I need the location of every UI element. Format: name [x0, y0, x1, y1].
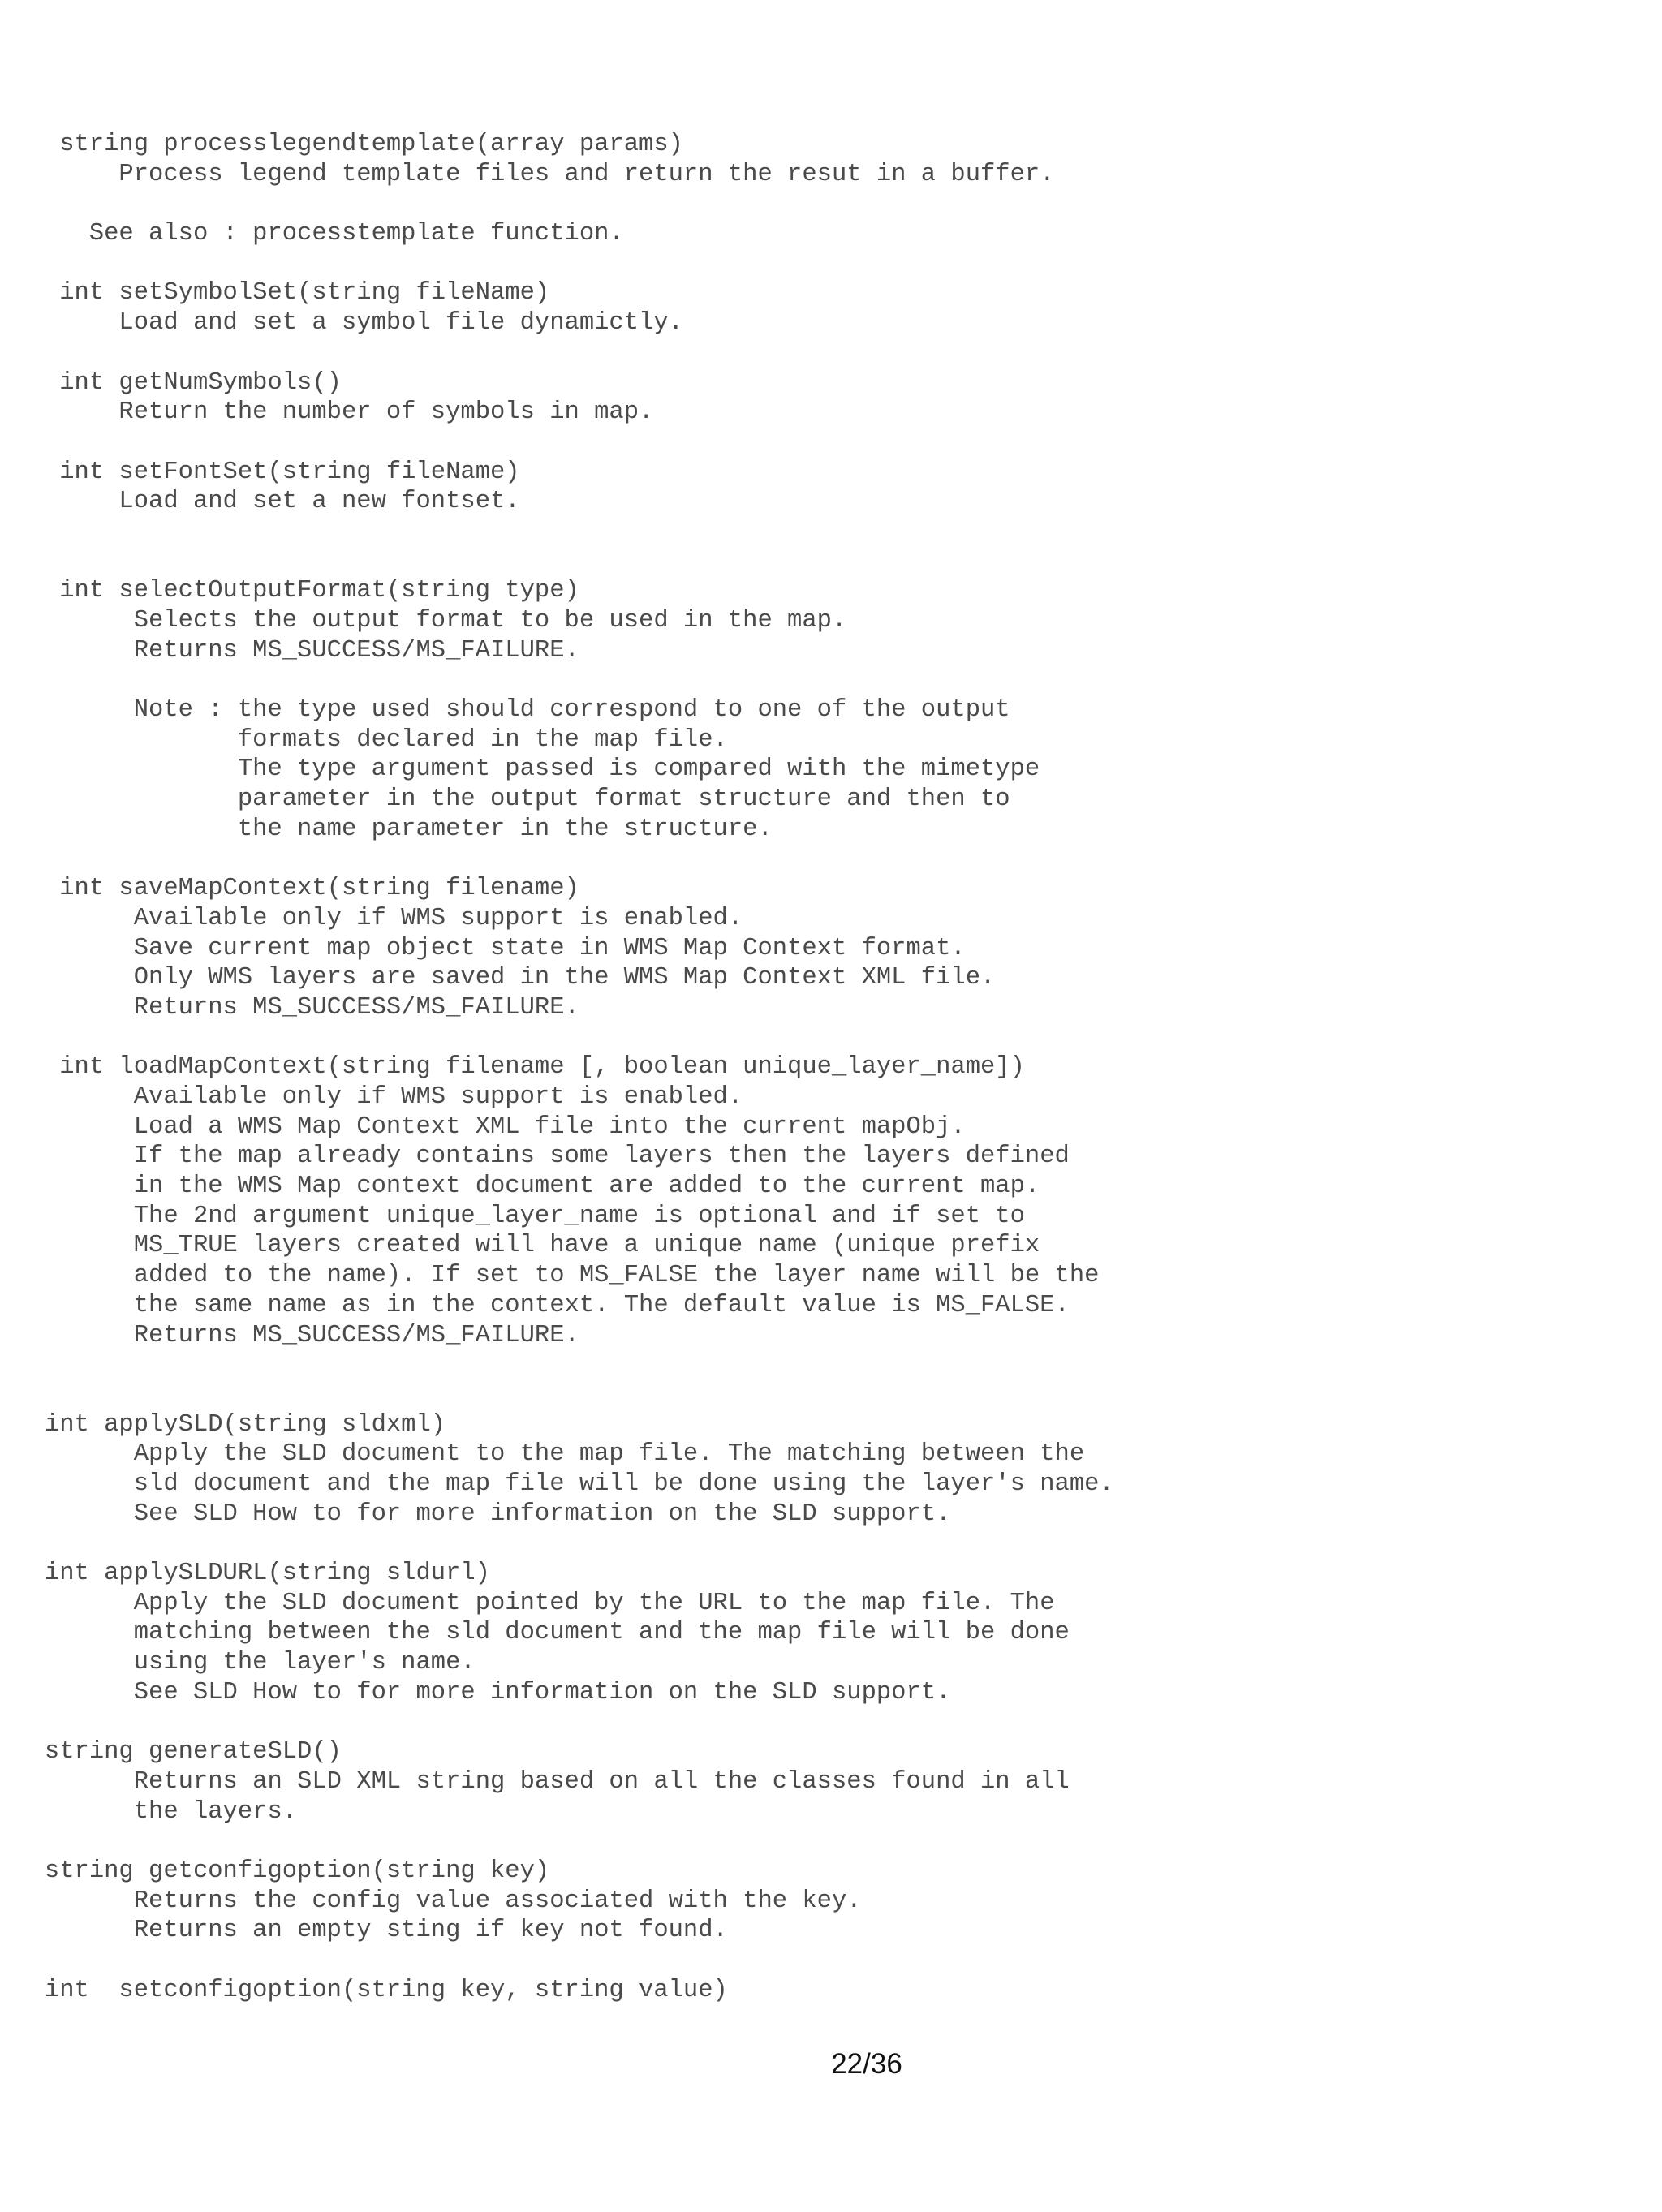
- text-line: Apply the SLD document to the map file. The matching between the: [0, 1440, 1085, 1469]
- text-line: the layers.: [0, 1797, 298, 1826]
- text-line: formats declared in the map file.: [0, 725, 728, 754]
- text-line: string getconfigoption(string key): [0, 1857, 550, 1885]
- text-line: Apply the SLD document pointed by the URL to the map file. The: [0, 1589, 1055, 1617]
- text-line: [0, 338, 1662, 368]
- text-line: Load a WMS Map Context XML file into the current mapObj.: [0, 1112, 966, 1141]
- text-line: Available only if WMS support is enabled.: [0, 1083, 743, 1111]
- text-line: int setFontSet(string fileName): [0, 458, 520, 486]
- text-line: int applySLD(string sldxml): [0, 1410, 446, 1439]
- text-line: Process legend template files and return the resut in a buffer.: [0, 160, 1055, 188]
- text-line: int applySLDURL(string sldurl): [0, 1560, 490, 1587]
- text-line: using the layer's name.: [0, 1649, 476, 1677]
- text-line: See SLD How to for more information on the SLD support.: [0, 1678, 951, 1706]
- text-line: int setSymbolSet(string fileName): [0, 279, 550, 308]
- text-line: Returns an empty sting if key not found.: [0, 1917, 728, 1945]
- text-line: Load and set a new fontset.: [0, 488, 520, 516]
- text-line: Load and set a symbol file dynamictly.: [0, 309, 683, 338]
- text-line: [0, 845, 1662, 875]
- text-line: The 2nd argument unique_layer_name is optional and if set to: [0, 1202, 1025, 1230]
- text-line: If the map already contains some layers then the layers defined: [0, 1143, 1070, 1171]
- text-line: Note : the type used should correspond to one of the output: [0, 696, 1010, 725]
- text-line: int selectOutputFormat(string type): [0, 577, 579, 605]
- text-line: [0, 1946, 1662, 1976]
- text-line: Returns MS_SUCCESS/MS_FAILURE.: [0, 993, 579, 1022]
- text-line: The type argument passed is compared with the mimetype: [0, 755, 1040, 784]
- text-line: matching between the sld document and the map file will be done: [0, 1619, 1070, 1647]
- text-line: [0, 1380, 1662, 1410]
- text-line: [0, 428, 1662, 458]
- text-line: added to the name). If set to MS_FALSE the layer name will be the: [0, 1262, 1100, 1290]
- text-line: Returns the config value associated with the key.: [0, 1887, 862, 1915]
- text-line: Returns an SLD XML string based on all the classes found in all: [0, 1767, 1070, 1796]
- text-line: int saveMapContext(string filename): [0, 875, 579, 903]
- text-line: [0, 249, 1662, 279]
- page-number: 22/36: [831, 2048, 902, 2080]
- text-line: Only WMS layers are saved in the WMS Map Context XML file.: [0, 964, 996, 992]
- text-line: [0, 189, 1662, 219]
- text-line: [0, 1023, 1662, 1053]
- text-line: Save current map object state in WMS Map Context format.: [0, 934, 966, 962]
- text-line: [0, 517, 1662, 547]
- text-line: in the WMS Map context document are added to the current map.: [0, 1173, 1040, 1201]
- text-line: string generateSLD(): [0, 1738, 342, 1767]
- text-line: sld document and the map file will be done using the layer's name.: [0, 1470, 1114, 1498]
- text-line: Returns MS_SUCCESS/MS_FAILURE.: [0, 1321, 579, 1349]
- text-line: Return the number of symbols in map.: [0, 398, 654, 427]
- code-text-block: [0, 130, 1662, 2005]
- text-line: the name parameter in the structure.: [0, 815, 773, 843]
- text-line: [0, 547, 1662, 577]
- text-line: Selects the output format to be used in the map.: [0, 607, 847, 635]
- text-line: parameter in the output format structure and then to: [0, 785, 1010, 814]
- text-line: [0, 1529, 1662, 1559]
- text-line: MS_TRUE layers created will have a unique name (unique prefix: [0, 1232, 1040, 1260]
- text-line: See also : processtemplate function.: [0, 220, 624, 248]
- text-line: Available only if WMS support is enabled.: [0, 904, 743, 932]
- text-line: [0, 1350, 1662, 1380]
- text-line: See SLD How to for more information on the SLD support.: [0, 1500, 951, 1528]
- text-line: [0, 1827, 1662, 1857]
- text-line: [0, 1707, 1662, 1737]
- text-line: int getNumSymbols(): [0, 368, 342, 397]
- text-line: [0, 665, 1662, 695]
- text-line: Returns MS_SUCCESS/MS_FAILURE.: [0, 636, 579, 665]
- text-line: string processlegendtemplate(array params): [0, 131, 683, 158]
- text-line: the same name as in the context. The default value is MS_FALSE.: [0, 1291, 1070, 1319]
- text-line: int setconfigoption(string key, string value): [0, 1976, 728, 2004]
- text-line: int loadMapContext(string filename [, boolean unique_layer_name]): [0, 1053, 1025, 1082]
